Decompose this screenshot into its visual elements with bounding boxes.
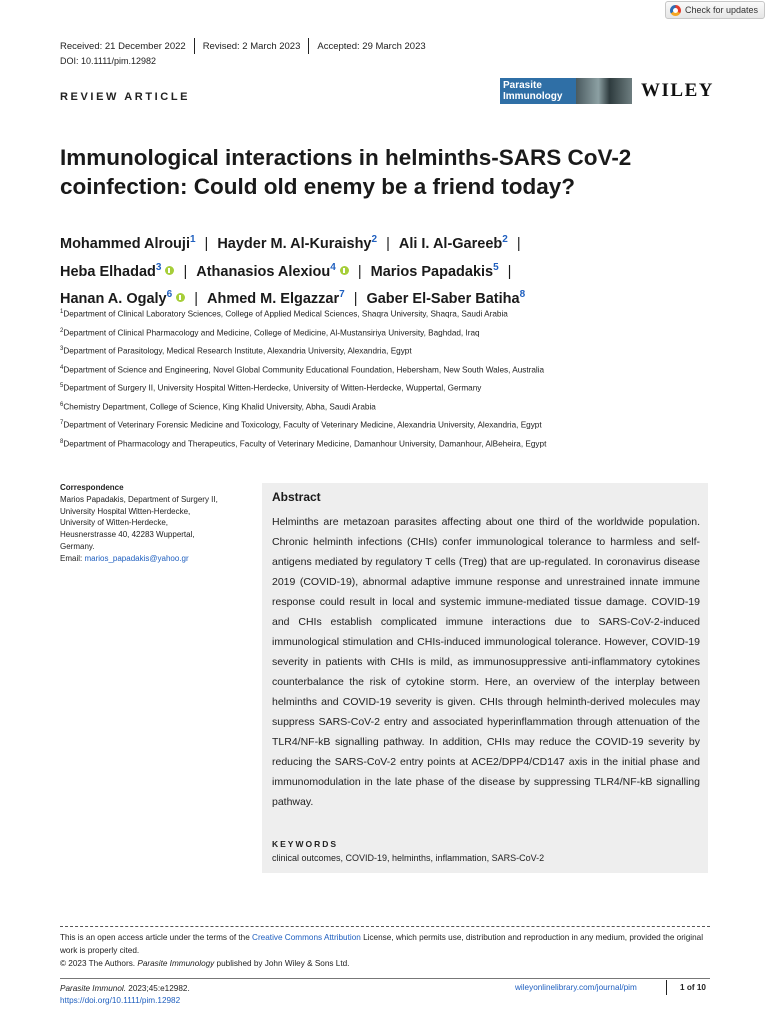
orcid-icon[interactable] [176,293,185,302]
check-for-updates-label: Check for updates [685,5,759,15]
revised-date: Revised: 2 March 2023 [202,40,301,52]
journal-logo [500,78,632,104]
footer-separator [666,980,667,995]
article-title: Immunological interactions in helminths-SARS CoV-2 coinfection: Could old enemy be a friend today? [60,145,632,199]
affiliation-item: $^1$Department of Clinical Laboratory Sciences, College of Applied Medical Sciences, Shaqra University, Shaqra, Saudi Arabia [60,309,508,319]
author[interactable]: Hanan A. Ogaly$^6$ [60,291,185,307]
date-divider [308,38,309,54]
author-line: Hanan A. Ogaly$^6$ | Ahmed M. Elgazzar$^7$ | Gaber El-Saber Batiha$^8$ [60,289,526,308]
author[interactable]: Hayder M. Al-Kuraishy$^2$ [217,234,378,252]
doi-link[interactable]: https://doi.org/10.1111/pim.12982 [60,996,181,1005]
author[interactable]: Athanasios Alexiou$^4$ [196,264,349,280]
journal-logo-line2: Immunology [503,91,563,102]
author[interactable]: Ahmed M. Elgazzar$^7$ [206,289,345,308]
journal-cover-image [576,78,632,104]
affiliation-item: $^4$Department of Science and Engineering, Novel Global Community Educational Foundation, Hebersham, New South Wales, Australia [60,364,545,375]
affiliations [60,309,740,457]
abstract-heading: Abstract [272,490,321,504]
author-line: Mohammed Alrouji$^1$ | Hayder M. Al-Kuraishy$^2$ | Ali I. Al-Gareeb$^2$ | [60,234,521,252]
orcid-icon[interactable] [165,266,174,275]
author[interactable]: Marios Papadakis$^5$ [370,261,499,280]
correspondence-email-line: Email: marios_papadakis@yahoo.gr [60,553,189,563]
author[interactable]: Ali I. Al-Gareeb$^2$ [398,234,508,252]
affiliation-item: $^5$Department of Surgery II, University Hospital Witten-Herdecke, University of Witten-Herdecke, Wuppertal, Germany [60,383,482,393]
date-divider [194,38,195,54]
publisher-logo: WILEY [641,80,714,101]
received-date: Received: 21 December 2022 [60,40,186,52]
keywords-text: clinical outcomes, COVID-19, helminths, inflammation, SARS-CoV-2 [272,853,545,863]
email-link[interactable]: marios_papadakis@yahoo.gr [84,553,189,563]
affiliation-item: $^7$Department of Veterinary Forensic Medicine and Toxicology, Faculty of Veterinary Medicine, Alexandria University, Alexandria, Egypt [60,420,542,430]
footer-divider [60,978,710,979]
author[interactable]: Heba Elhadad$^3$ [60,264,174,280]
crossmark-icon [670,5,681,16]
cc-license-link[interactable]: Creative Commons Attribution [252,933,361,942]
journal-site-link[interactable]: wileyonlinelibrary.com/journal/pim [515,983,637,992]
correspondence-line: University of Witten-Herdecke, [60,518,169,528]
orcid-icon[interactable] [340,266,349,275]
correspondence-line: Germany. [60,541,95,551]
footer-site [515,983,637,992]
doi-header: DOI: 10.1111/pim.12982 [60,56,157,66]
abstract-text: Helminths are metazoan parasites affecting about one third of the worldwide population. Chronic helminth infections (CHIs) confer immunological tolerance to harmless and self-antigens mediated by regulatory T cells (Treg) that are up-regulated. In coronavirus disease 2019 (COVID-19), abnormal adaptive immune response and unrestrained innate immune response could result in local and systemic immune-mediated tissue damage. COVID-19 and CHIs establish complicated immune interactions due to SARS-CoV-2-induced immunological stimulation and CHIs-induced immunological tolerance. However, COVID-19 severity in patients with CHIs is mild, as immunosuppressive anti-inflammatory cytokines counterbalance the risk of cytokine storm. Here, an overview of the interplay between helminths and COVID-19 severity is given. CHIs through helminth-derived molecules may suppress SARS-CoV-2 entry and associated hyperinflammation through attenuation of the TLR4/NF-kB signalling pathway. In addition, CHIs may reduce the COVID-19 severity by reducing the SARS-CoV-2 entry points at ACE2/DPP4/CD147 axis in the initial phase and immunomodulation in the late phase of the disease by suppressing TLR4/NF-kB signalling pathway. [272,516,700,808]
license-divider [60,926,710,927]
article-dates [60,38,426,54]
affiliation-item: $^6$Chemistry Department, College of Science, King Khalid University, Abha, Saudi Arabia [60,401,376,412]
correspondence-line: University Hospital Witten-Herdecke, [60,506,191,516]
author[interactable]: Gaber El-Saber Batiha$^8$ [366,289,526,308]
affiliation-item: $^8$Department of Pharmacology and Therapeutics, Faculty of Veterinary Medicine, Damanhour University, Damanhour, AlBeheira, Egypt [60,438,547,449]
check-for-updates-button[interactable] [665,1,765,19]
affiliation-item: $^2$Department of Clinical Pharmacology and Medicine, College of Medicine, Al-Mustansiriya University, Baghdad, Iraq [60,327,480,338]
author-list [60,228,740,311]
article-type: REVIEW ARTICLE [60,91,191,103]
affiliation-item: $^3$Department of Parasitology, Medical Research Institute, Alexandria University, Alexandria, Egypt [60,346,412,356]
license-text: This is an open access article under the terms of the Creative Commons Attribution License, which permits use, distribution and reproduction in any medium, provided the original work is properly cited. © 2023 The Authors. Parasite Immunology published by John Wiley & Sons Ltd. [60,933,704,968]
keywords-heading: KEYWORDS [272,839,339,849]
accepted-date: Accepted: 29 March 2023 [317,40,426,52]
correspondence-line: Heusnerstrasse 40, 42283 Wuppertal, [60,530,195,540]
journal-logo-line1: Parasite [503,80,542,91]
footer-citation: Parasite Immunol. 2023;45:e12982. https://doi.org/10.1111/pim.12982 [60,984,190,1005]
correspondence-heading: Correspondence [60,483,124,492]
correspondence [60,482,250,565]
correspondence-line: Marios Papadakis, Department of Surgery II, [60,494,218,504]
author-line: Heba Elhadad$^3$ | Athanasios Alexiou$^4$ | Marios Papadakis$^5$ | [60,261,512,280]
page-number: 1 of 10 [680,983,706,992]
author[interactable]: Mohammed Alrouji$^1$ [60,234,196,252]
